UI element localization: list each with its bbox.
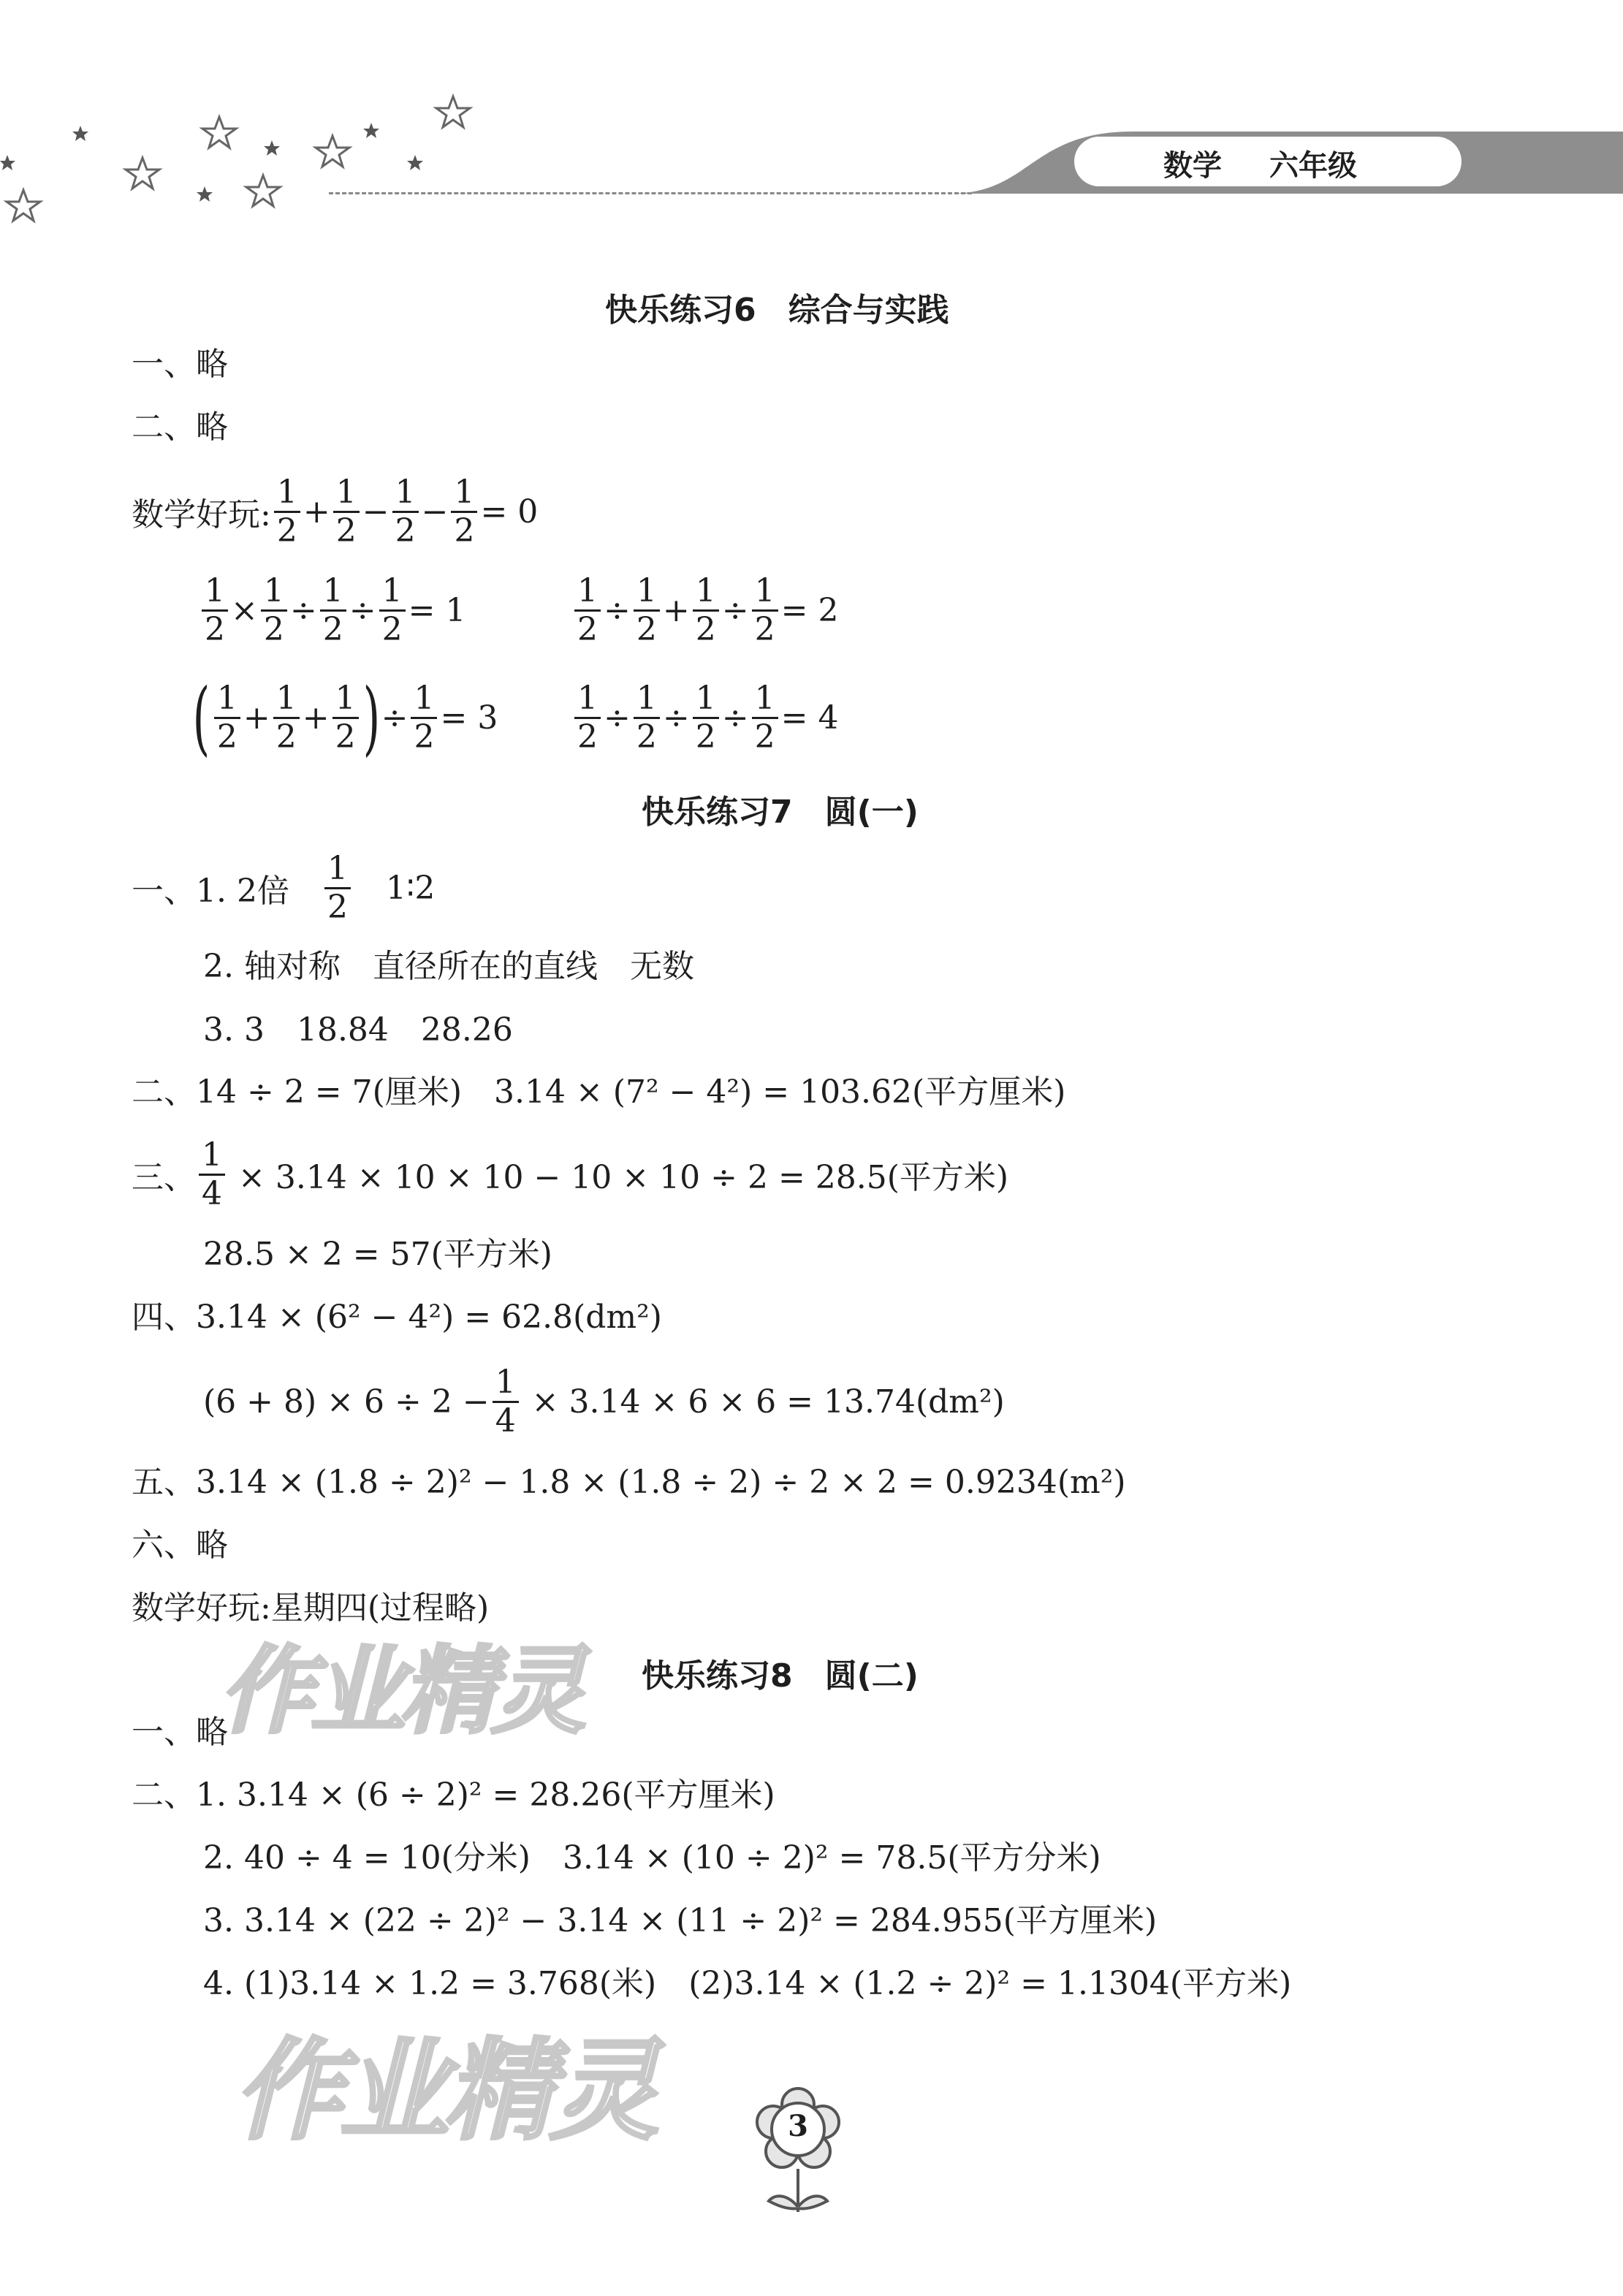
- fraction-half: $\frac{1}{2}$: [332, 680, 359, 756]
- s7-q1-1: 一、1. 2倍 $\frac{1}{2}$ 1∶2: [132, 849, 436, 926]
- header-stars: [0, 88, 482, 227]
- fraction-half: $\frac{1}{2}$: [634, 573, 660, 648]
- s7-q5: 五、3.14 × (1.8 ÷ 2)² − 1.8 × (1.8 ÷ 2) ÷ 2 × 2 = 0.9234(m²): [132, 1464, 1126, 1501]
- header-grade-text: 六年级: [1269, 149, 1357, 183]
- s6-eq-row1-left: $\frac{1}{2}$ × $\frac{1}{2}$ ÷ $\frac{1}{2}$ ÷ $\frac{1}{2}$ = 1: [199, 566, 465, 654]
- watermark-1: 作业精灵: [219, 1635, 582, 1746]
- section-title-7: 快乐练习7 圆(一): [642, 794, 919, 831]
- fraction-half: $\frac{1}{2}$: [392, 474, 419, 550]
- fraction-half: $\frac{1}{2}$: [379, 573, 406, 648]
- s7-q6: 六、略: [132, 1527, 228, 1564]
- s6-fun-eq0: 数学好玩: $\frac{1}{2}$ + $\frac{1}{2}$ − $\frac{1}{2}$ − $\frac{1}{2}$ = 0: [132, 473, 539, 550]
- star-icon: [202, 117, 236, 148]
- s7-q1-3: 3. 3 18.84 28.26: [203, 1011, 513, 1049]
- header-subject: [1163, 142, 1222, 184]
- s7-q3-2: 28.5 × 2 = 57(平方米): [203, 1236, 552, 1273]
- s6-eq-row2-left: ( $\frac{1}{2}$ + $\frac{1}{2}$ + $\frac{1}{2}$ ) ÷ $\frac{1}{2}$ = 3: [192, 671, 498, 764]
- s7-q2: 二、14 ÷ 2 = 7(厘米) 3.14 × (7² − 4²) = 103.62(平方厘米): [132, 1073, 1066, 1111]
- fraction-half: $\frac{1}{2}$: [451, 474, 477, 550]
- star-icon: [126, 158, 159, 189]
- fraction-half: $\frac{1}{2}$: [273, 680, 300, 756]
- right-paren: ): [362, 671, 380, 764]
- s7-q3-1: 三、 $\frac{1}{4}$ × 3.14 × 10 × 10 − 10 × 10 ÷ 2 = 28.5(平方米): [132, 1136, 1009, 1212]
- s6-eq-row2-right: $\frac{1}{2}$ ÷ $\frac{1}{2}$ ÷ $\frac{1}{2}$ ÷ $\frac{1}{2}$ = 4: [571, 674, 838, 761]
- s6-q1: 一、略: [132, 346, 228, 383]
- fraction-half: $\frac{1}{2}$: [752, 680, 778, 756]
- page-number: 3: [788, 2109, 808, 2143]
- s6-q2: 二、略: [132, 408, 228, 446]
- fraction-half: $\frac{1}{2}$: [693, 680, 719, 756]
- fraction-half: $\frac{1}{2}$: [634, 680, 660, 756]
- s6-fun-label: 数学好玩:: [132, 496, 271, 533]
- watermark-2: 作业精灵: [234, 2028, 655, 2155]
- star-icon: [316, 136, 349, 167]
- header-subject-text: 数学: [1163, 149, 1222, 183]
- fraction-quarter: $\frac{1}{4}$: [199, 1137, 225, 1212]
- s8-q2-1: 二、1. 3.14 × (6 ÷ 2)² = 28.26(平方厘米): [132, 1776, 775, 1814]
- fraction-half: $\frac{1}{2}$: [214, 680, 240, 756]
- fraction-half: $\frac{1}{2}$: [274, 474, 300, 550]
- fraction-half: $\frac{1}{2}$: [411, 680, 437, 756]
- fraction-half: $\frac{1}{2}$: [752, 573, 778, 648]
- fraction-half: $\frac{1}{2}$: [693, 573, 719, 648]
- header-label-box: [1074, 137, 1462, 186]
- star-icon: [436, 96, 470, 127]
- fraction-half: $\frac{1}{2}$: [574, 573, 601, 648]
- fraction-half: $\frac{1}{2}$: [320, 573, 346, 648]
- section-title-8: 快乐练习8 圆(二): [642, 1657, 919, 1695]
- s7-fun: 数学好玩:星期四(过程略): [132, 1589, 490, 1627]
- star-icon: [246, 175, 280, 206]
- fraction-half: $\frac{1}{2}$: [574, 680, 601, 756]
- s8-q2-2: 2. 40 ÷ 4 = 10(分米) 3.14 × (10 ÷ 2)² = 78.5(平方分米): [203, 1839, 1101, 1877]
- star-icon: [7, 190, 40, 221]
- s8-q1: 一、略: [132, 1714, 228, 1751]
- fraction-half: $\frac{1}{2}$: [202, 573, 228, 648]
- s6-eq-row1-right: $\frac{1}{2}$ ÷ $\frac{1}{2}$ + $\frac{1}{2}$ ÷ $\frac{1}{2}$ = 2: [571, 566, 838, 654]
- fraction-half: $\frac{1}{2}$: [261, 573, 287, 648]
- section-title-6: 快乐练习6 综合与实践: [605, 292, 949, 329]
- s7-q1-2: 2. 轴对称 直径所在的直线 无数: [203, 948, 694, 985]
- header-dotted-line: [329, 192, 972, 194]
- header-grade: [1269, 142, 1357, 184]
- left-paren: (: [192, 671, 210, 764]
- fraction-quarter: $\frac{1}{4}$: [493, 1364, 519, 1440]
- fraction-half: $\frac{1}{2}$: [324, 851, 351, 926]
- fraction-half: $\frac{1}{2}$: [333, 474, 360, 550]
- s7-q4-1: 四、3.14 × (6² − 4²) = 62.8(dm²): [132, 1299, 662, 1336]
- s8-q2-4: 4. (1)3.14 × 1.2 = 3.768(米) (2)3.14 × (1.2 ÷ 2)² = 1.1304(平方米): [203, 1965, 1292, 2002]
- s7-q4-2: (6 + 8) × 6 ÷ 2 − $\frac{1}{4}$ × 3.14 × 6 × 6 = 13.74(dm²): [203, 1363, 1005, 1440]
- s8-q2-3: 3. 3.14 × (22 ÷ 2)² − 3.14 × (11 ÷ 2)² = 284.955(平方厘米): [203, 1902, 1158, 1939]
